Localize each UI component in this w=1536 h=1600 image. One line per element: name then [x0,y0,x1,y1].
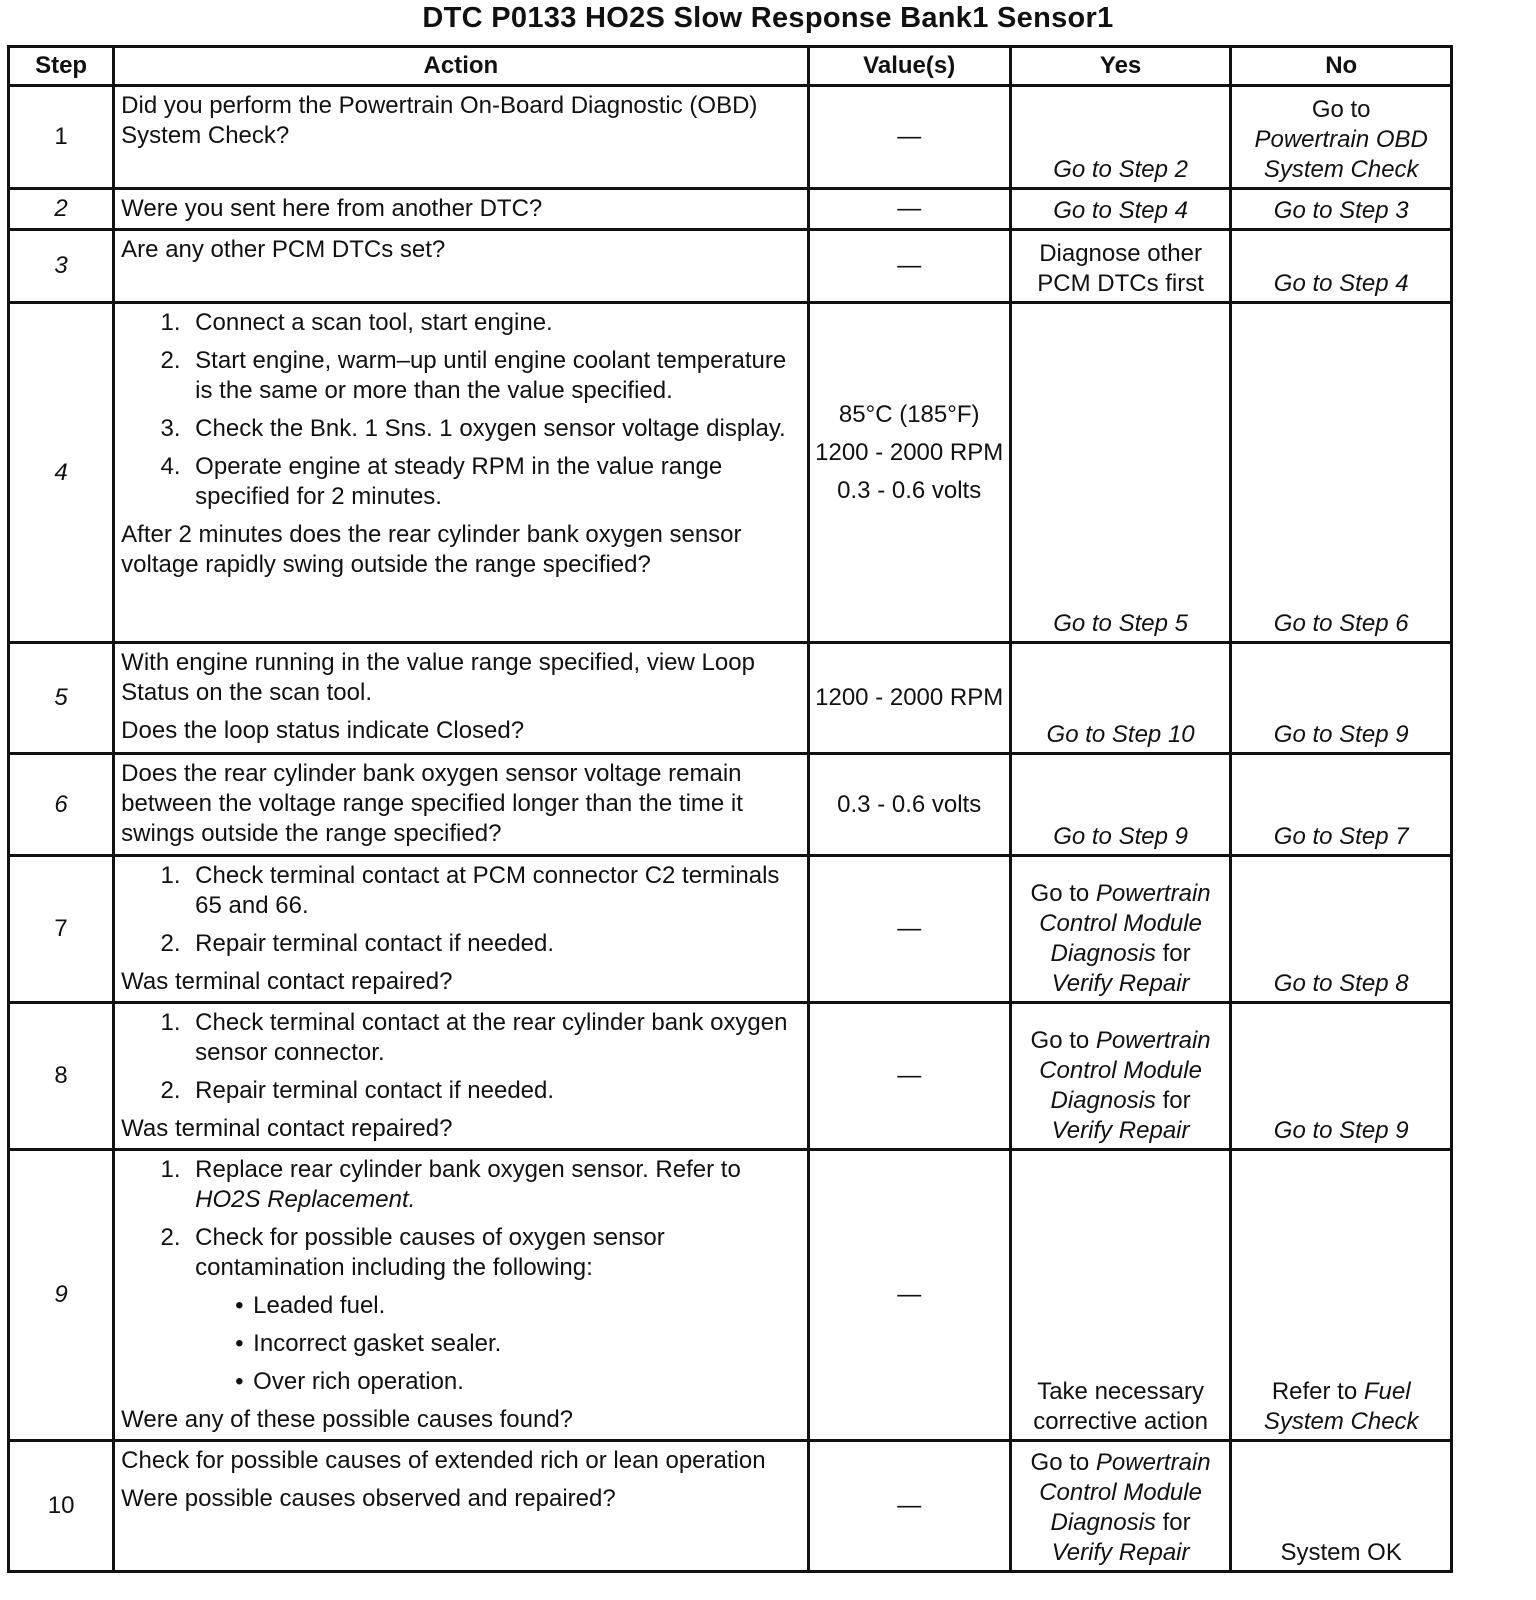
action-step: 3. Check the Bnk. 1 Sns. 1 oxygen sensor voltage display. [187,414,802,444]
yes-cell [1010,1003,1231,1150]
value-temperature: 85°C (185°F) [838,401,980,428]
header-step: Step [9,47,114,86]
yes-cell [1010,1441,1231,1572]
action-step-text: Replace rear cylinder bank oxygen sensor. Refer to [195,1156,741,1183]
table-row [9,856,1452,1003]
yes-cell [1010,856,1231,1003]
cause-item: • Leaded fuel. [235,1291,802,1321]
step-number: 8 [9,1003,114,1150]
action-cell [114,1003,808,1150]
action-step: 2. Repair terminal contact if needed. [187,1076,802,1106]
no-cell [1231,1150,1452,1441]
value-cell: — [808,1441,1010,1572]
yes-for: for [1162,1509,1191,1536]
action-step: 4. Operate engine at steady RPM in the value range specified for 2 minutes. [187,452,802,512]
yes-cell [1010,230,1231,303]
action-steps-list [121,1008,802,1106]
value-cell: — [808,856,1010,1003]
step-number: 1 [9,86,114,189]
action-cell [114,86,808,189]
cause-list [195,1291,802,1397]
yes-ref: Verify Repair [1051,1539,1190,1566]
step-number: 10 [9,1441,114,1572]
action-steps-list [121,308,802,512]
value-cell: — [808,230,1010,303]
yes-for: for [1162,940,1191,967]
yes-cell: Go to Step 4 [1010,189,1231,230]
action-step: 1. Check terminal contact at PCM connector C2 terminals 65 and 66. [187,861,802,921]
no-line-ref: System Check [1263,156,1419,183]
action-cell [114,1441,808,1572]
action-cell [114,230,808,303]
action-cell [114,643,808,754]
header-action: Action [114,47,808,86]
yes-ref: Verify Repair [1051,1117,1190,1144]
yes-ref: Diagnosis [1050,1509,1156,1536]
value-cell: — [808,1150,1010,1441]
yes-ref: Powertrain [1095,1027,1211,1054]
value-cell: 1200 - 2000 RPM [808,643,1010,754]
table-row [9,86,1452,189]
yes-line: corrective action [1033,1408,1208,1435]
yes-cell: Go to Step 5 [1010,303,1231,643]
no-cell: Go to Step 6 [1231,303,1452,643]
yes-goto: Go to [1030,880,1090,907]
action-cell [114,189,808,230]
header-no: No [1231,47,1452,86]
action-step: 2. Repair terminal contact if needed. [187,929,802,959]
step-number: 2 [9,189,114,230]
action-question: Were possible causes observed and repaired? [121,1485,616,1512]
action-text: Does the rear cylinder bank oxygen sensor voltage remain between the voltage range specified longer than the time it swings outside the range specified? [121,760,743,847]
action-step-text: Check for possible causes of oxygen sensor contamination including the following: [195,1224,665,1281]
value-cell [808,303,1010,643]
yes-line: Take necessary [1037,1378,1204,1405]
yes-ref: Powertrain [1095,880,1211,907]
no-cell: Go to Step 3 [1231,189,1452,230]
no-cell: Go to Step 7 [1231,754,1452,856]
yes-line: PCM DTCs first [1037,270,1204,297]
yes-ref: Diagnosis [1050,1087,1156,1114]
yes-cell: Go to Step 2 [1010,86,1231,189]
action-steps-list [121,861,802,959]
no-ref: System Check [1263,1408,1419,1435]
table-row [9,1003,1452,1150]
value-cell: — [808,86,1010,189]
action-text: Are any other PCM DTCs set? [121,236,446,263]
step-number: 7 [9,856,114,1003]
yes-cell [1010,1150,1231,1441]
action-cell [114,754,808,856]
action-text: Did you perform the Powertrain On-Board Diagnostic (OBD) System Check? [121,92,758,149]
action-text: Check for possible causes of extended rich or lean operation [121,1447,766,1474]
value-cell: — [808,1003,1010,1150]
action-step-ref: HO2S Replacement. [195,1186,416,1213]
value-cell: 0.3 - 0.6 volts [808,754,1010,856]
header-values: Value(s) [808,47,1010,86]
no-line: Go to [1311,96,1371,123]
no-cell: System OK [1231,1441,1452,1572]
yes-ref: Diagnosis [1050,940,1156,967]
yes-cell: Go to Step 9 [1010,754,1231,856]
action-step [187,1223,802,1397]
table-row [9,303,1452,643]
action-question: Was terminal contact repaired? [121,968,453,995]
cause-item: • Incorrect gasket sealer. [235,1329,802,1359]
action-step [187,1155,802,1215]
value-cell: — [808,189,1010,230]
no-pre: Refer to [1271,1378,1358,1405]
table-row [9,754,1452,856]
step-number: 3 [9,230,114,303]
yes-for: for [1162,1087,1191,1114]
action-step: 1. Connect a scan tool, start engine. [187,308,802,338]
header-yes: Yes [1010,47,1231,86]
yes-ref: Powertrain [1095,1449,1211,1476]
yes-ref: Control Module [1039,910,1202,937]
table-header-row [9,47,1452,86]
no-cell: Go to Step 9 [1231,643,1452,754]
action-question: After 2 minutes does the rear cylinder bank oxygen sensor voltage rapidly swing outside the range specified? [121,521,742,578]
action-cell [114,1150,808,1441]
action-question: Was terminal contact repaired? [121,1115,453,1142]
yes-goto: Go to [1030,1027,1090,1054]
table-row [9,643,1452,754]
action-cell [114,303,808,643]
table-row [9,189,1452,230]
action-step: 2. Start engine, warm–up until engine coolant temperature is the same or more than the value specified. [187,346,802,406]
no-cell [1231,86,1452,189]
no-cell: Go to Step 8 [1231,856,1452,1003]
value-rpm: 1200 - 2000 RPM [815,439,1004,466]
step-number: 5 [9,643,114,754]
yes-ref: Control Module [1039,1057,1202,1084]
step-number: 4 [9,303,114,643]
no-cell: Go to Step 4 [1231,230,1452,303]
action-step: 1. Check terminal contact at the rear cylinder bank oxygen sensor connector. [187,1008,802,1068]
step-number: 9 [9,1150,114,1441]
action-question: Does the loop status indicate Closed? [121,717,525,744]
action-text: Were you sent here from another DTC? [121,195,543,222]
yes-line: Diagnose other [1039,240,1202,267]
no-ref: Fuel [1363,1378,1411,1405]
action-question: Were any of these possible causes found? [121,1406,574,1433]
action-cell [114,856,808,1003]
action-text: With engine running in the value range specified, view Loop Status on the scan tool. [121,649,755,706]
step-number: 6 [9,754,114,856]
no-cell: Go to Step 9 [1231,1003,1452,1150]
yes-cell: Go to Step 10 [1010,643,1231,754]
value-voltage: 0.3 - 0.6 volts [837,477,982,504]
no-line-ref: Powertrain OBD [1254,126,1428,153]
diagnostic-table [7,45,1453,1573]
yes-ref: Verify Repair [1051,970,1190,997]
table-row [9,1441,1452,1572]
action-steps-list [121,1155,802,1397]
yes-goto: Go to [1030,1449,1090,1476]
table-row [9,230,1452,303]
page-title: DTC P0133 HO2S Slow Response Bank1 Sensor1 [422,2,1114,34]
table-row [9,1150,1452,1441]
yes-ref: Control Module [1039,1479,1202,1506]
cause-item: • Over rich operation. [235,1367,802,1397]
